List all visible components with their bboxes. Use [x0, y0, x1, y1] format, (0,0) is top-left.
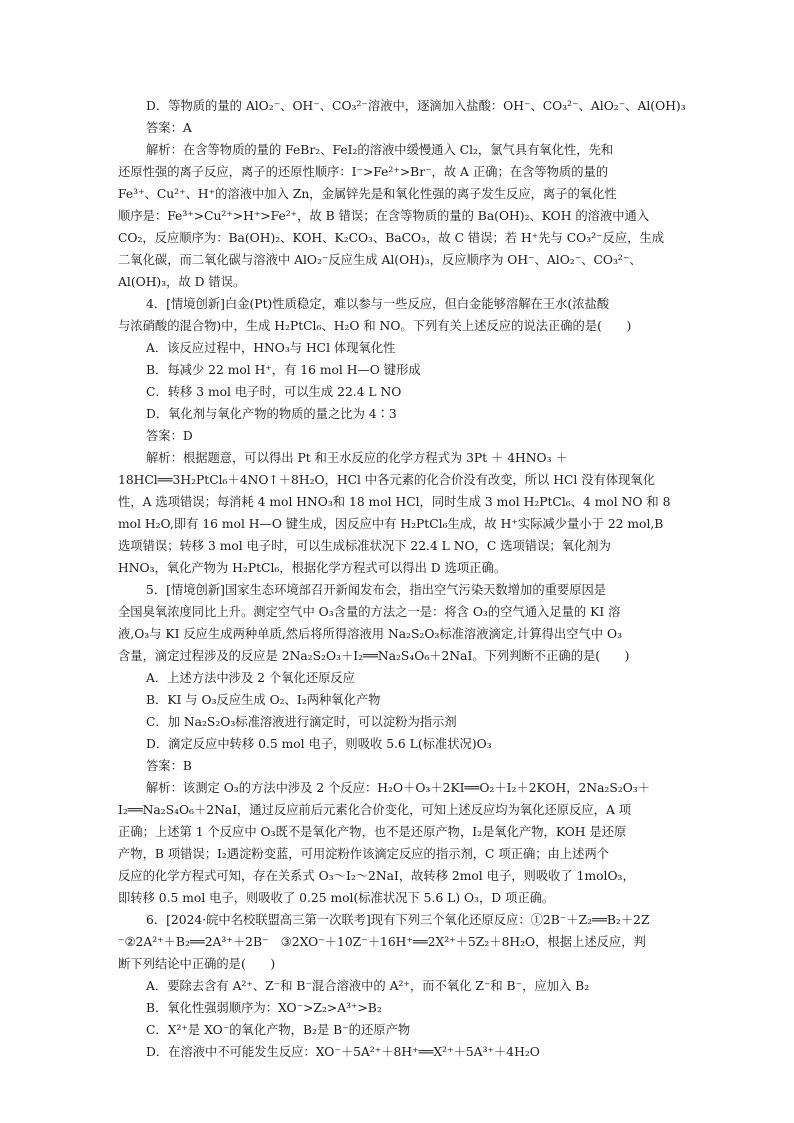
question-5-stem-line-3: 液,O₃与 KI 反应生成两种单质,然后将所得溶液用 Na₂S₂O₃标准溶液滴定,计算得出空气中 O₃ [118, 627, 623, 641]
option-d-q5: D．滴定反应中转移 0.5 mol 电子，则吸收 5.6 L(标准状况)O₃ [146, 737, 492, 751]
analysis-q3-line-2: 还原性强的离子反应，离子的还原性顺序：I⁻>Fe²⁺>Br⁻，故 A 正确；在含等物质的量的 [118, 165, 609, 179]
analysis-q3-line-7: Al(OH)₃，故 D 错误。 [118, 275, 246, 289]
analysis-q5-line-6: 即转移 0.5 mol 电子，则吸收了 0.25 mol(标准状况下 5.6 L) O₃，D 项正确。 [118, 891, 555, 905]
option-d-q3: D．等物质的量的 AlO₂⁻、OH⁻、CO₃²⁻溶液中，逐滴加入盐酸：OH⁻、CO₃²⁻、AlO₂⁻、Al(OH)₃ [146, 99, 686, 113]
option-a-q4: A．该反应过程中，HNO₃与 HCl 体现氧化性 [146, 341, 396, 355]
question-6-stem-line-2: ⁻②2A²⁺＋B₂══2A³⁺＋2B⁻ ③2XO⁻＋10Z⁻＋16H⁺══2X²⁺＋5Z₂＋8H₂O，根据上述反应，判 [118, 935, 646, 949]
option-b-q4: B．每减少 22 mol H⁺，有 16 mol H—O 键形成 [146, 363, 421, 377]
question-5-stem-line-1: 5．[情境创新]国家生态环境部召开新闻发布会，指出空气污染天数增加的重要原因是 [146, 583, 607, 597]
analysis-q5-line-4: 产物，B 项错误；I₂遇淀粉变蓝，可用淀粉作该滴定反应的指示剂，C 项正确；由上述两个 [118, 847, 610, 861]
option-b-q6: B．氧化性强弱顺序为：XO⁻>Z₂>A³⁺>B₂ [146, 1001, 382, 1015]
option-a-q5: A．上述方法中涉及 2 个氧化还原反应 [146, 671, 355, 685]
option-c-q5: C．加 Na₂S₂O₃标准溶液进行滴定时，可以淀粉为指示剂 [146, 715, 457, 729]
question-5-stem-line-4: 含量，滴定过程涉及的反应是 2Na₂S₂O₃＋I₂══Na₂S₄O₆＋2NaI。下列判断不正确的是( ) [118, 649, 630, 663]
analysis-q3-line-5: CO₂，反应顺序为：Ba(OH)₂、KOH、K₂CO₃、BaCO₃，故 C 错误；若 H⁺先与 CO₃²⁻反应，生成 [118, 231, 665, 245]
option-a-q6: A．要除去含有 A²⁺、Z⁻和 B⁻混合溶液中的 A²⁺，而不氧化 Z⁻和 B⁻，应加入 B₂ [146, 979, 590, 993]
analysis-q3-line-1: 解析：在含等物质的量的 FeBr₂、FeI₂的溶液中缓慢通入 Cl₂，氯气具有氧化性，先和 [146, 143, 614, 157]
analysis-q4-line-5: 选项错误；转移 3 mol 电子时，可以生成标准状况下 22.4 L NO，C 选项错误；氧化剂为 [118, 539, 611, 553]
analysis-q5-line-1: 解析：该测定 O₃的方法中涉及 2 个反应：H₂O＋O₃＋2KI══O₂＋I₂＋2KOH，2Na₂S₂O₃＋ [146, 781, 651, 795]
option-c-q4: C．转移 3 mol 电子时，可以生成 22.4 L NO [146, 385, 402, 399]
analysis-q4-line-1: 解析：根据题意，可以得出 Pt 和王水反应的化学方程式为 3Pt ＋ 4HNO₃ ＋ [146, 451, 568, 465]
question-6-stem-line-3: 断下列结论中正确的是( ) [118, 957, 276, 971]
analysis-q5-line-2: I₂══Na₂S₄O₆＋2NaI，通过反应前后元素化合价变化，可知上述反应均为氧化还原反应，A 项 [118, 803, 632, 817]
analysis-q4-line-4: mol H₂O,即有 16 mol H—O 键生成，因反应中有 H₂PtCl₆生成，故 H⁺实际减少量小于 22 mol,B [118, 517, 664, 531]
option-c-q6: C．X²⁺是 XO⁻的氧化产物，B₂是 B⁻的还原产物 [146, 1023, 411, 1037]
question-4-stem-line-2: 与浓硝酸的混合物)中，生成 H₂PtCl₆、H₂O 和 NO。下列有关上述反应的说法正确的是( ) [118, 319, 632, 333]
question-5-stem-line-2: 全国臭氧浓度同比上升。测定空气中 O₃含量的方法之一是：将含 O₃的空气通入足量的 KI 溶 [118, 605, 621, 619]
analysis-q4-line-6: HNO₃，氧化产物为 H₂PtCl₆，根据化学方程式可以得出 D 选项正确。 [118, 561, 507, 575]
analysis-q5-line-3: 正确；上述第 1 个反应中 O₃既不是氧化产物，也不是还原产物，I₂是氧化产物，KOH 是还原 [118, 825, 627, 839]
option-d-q4: D．氧化剂与氧化产物的物质的量之比为 4∶3 [146, 407, 397, 421]
answer-q5: 答案：B [146, 759, 192, 773]
question-4-stem-line-1: 4．[情境创新]白金(Pt)性质稳定，难以参与一些反应，但白金能够溶解在王水(浓盐酸 [146, 297, 610, 311]
analysis-q4-line-3: 性，A 选项错误；每消耗 4 mol HNO₃和 18 mol HCl，同时生成 3 mol H₂PtCl₆、4 mol NO 和 8 [118, 495, 671, 509]
analysis-q4-line-2: 18HCl══3H₂PtCl₆＋4NO↑＋8H₂O，HCl 中各元素的化合价没有改变，所以 HCl 没有体现氧化 [118, 473, 655, 487]
option-b-q5: B．KI 与 O₃反应生成 O₂、I₂两种氧化产物 [146, 693, 381, 707]
option-d-q6: D．在溶液中不可能发生反应：XO⁻＋5A²⁺＋8H⁺══X²⁺＋5A³⁺＋4H₂O [146, 1045, 540, 1059]
analysis-q3-line-4: 顺序是：Fe³⁺>Cu²⁺>H⁺>Fe²⁺，故 B 错误；在含等物质的量的 Ba(OH)₂、KOH 的溶液中通入 [118, 209, 650, 223]
answer-q4: 答案：D [146, 429, 193, 443]
question-6-stem-line-1: 6．[2024·皖中名校联盟高三第一次联考]现有下列三个氧化还原反应：①2B⁻＋Z₂══B₂＋2Z [146, 913, 650, 927]
answer-q3: 答案：A [146, 121, 192, 135]
analysis-q5-line-5: 反应的化学方程式可知，存在关系式 O₃～I₂～2NaI，故转移 2mol 电子，则吸收了 1molO₃， [118, 869, 635, 883]
analysis-q3-line-6: 二氧化碳，而二氧化碳与溶液中 AlO₂⁻反应生成 Al(OH)₃，反应顺序为 OH⁻、AlO₂⁻、CO₃²⁻、 [118, 253, 642, 267]
analysis-q3-line-3: Fe³⁺、Cu²⁺、H⁺的溶液中加入 Zn，金属锌先是和氧化性强的离子发生反应，离子的氧化性 [118, 187, 617, 201]
